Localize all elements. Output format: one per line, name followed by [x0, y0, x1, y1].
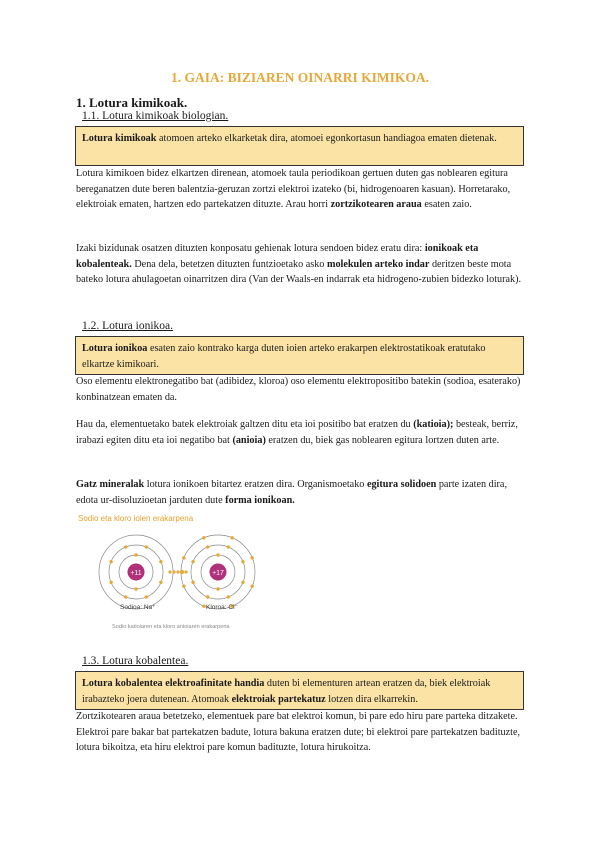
paragraph-lotura-motak	[76, 241, 526, 288]
bold-term: egitura solidoen	[366, 479, 437, 490]
electron	[159, 581, 162, 584]
paragraph-text: deritzen beste mota bateko lotura ahulagoetan oinarritzen dira (Van der Waals-en indarrak eta hidrogeno-zubien bidezko loturak).	[76, 258, 522, 286]
paragraph-text: eratzen du, biek gas noblearen egitura lortzen duten arte.	[265, 434, 500, 446]
electron	[109, 581, 112, 584]
bold-term: Gatz mineralak	[76, 479, 145, 490]
subheading-lotura-ionikoa: 1.2. Lotura ionikoa.	[82, 320, 174, 332]
sodium-atom	[99, 535, 173, 609]
paragraph-text: Lotura kimikoen bidez elkartzen direnean, atomoek taula periodikoan gertuen duten gas noblearen egitura bereganatzen dute beren balentzia-geruzan zortzi elektroi izateko (bi, hidrogenoaren kasuan). Horretarako, elektroiak ematen, hartzen edo partekatzen dituzte. Arau horri	[76, 168, 511, 211]
electron	[145, 545, 148, 548]
electron	[227, 545, 230, 548]
paragraph-text: esaten zaio.	[421, 199, 472, 211]
electron	[241, 560, 244, 563]
definition-text: atomoen arteko elkarketak dira, atomoei egonkortasun handiagoa ematen dietenak.	[156, 133, 497, 144]
electron	[145, 595, 148, 598]
electron	[241, 581, 244, 584]
electron	[191, 581, 194, 584]
bold-term: (katioia);	[413, 419, 454, 430]
electron	[134, 553, 137, 556]
figure-title: Sodio eta kloro ioien erakarpena	[78, 514, 194, 523]
paragraph-text: lotura ionikoen bitartez eratzen dira. Organismoetako	[144, 479, 367, 490]
definition-box-lotura-kimikoak	[75, 126, 524, 166]
electron	[134, 587, 137, 590]
electron-transfer	[168, 570, 187, 574]
paragraph-gatz-mineralak	[76, 477, 526, 508]
paragraph-zortzikotea	[76, 166, 526, 213]
paragraph-elektronegatiboa: Oso elementu elektronegatibo bat (adibidez, kloroa) oso elementu elektropositibo batekin (sodioa, esaterako) konbinatzean ematen da.	[76, 376, 521, 403]
electron	[206, 545, 209, 548]
electron	[216, 587, 219, 590]
bold-term: zortzikotearen araua	[330, 199, 422, 211]
electron	[182, 584, 185, 587]
chlorine-label: Kloroa: Cl⁻	[206, 604, 238, 611]
bold-term: forma ionikoan.	[225, 494, 295, 506]
paragraph-text: Hau da, elementuetako batek elektroiak galtzen ditu eta ioi positibo bat eratzen du	[76, 419, 414, 430]
electron	[191, 560, 194, 563]
electron	[159, 560, 162, 563]
paragraph-katioia-anioia	[76, 417, 526, 448]
transfer-dot	[172, 570, 175, 573]
electron	[202, 536, 205, 539]
page-title: 1. GAIA: BIZIAREN OINARRI KIMIKOA.	[170, 70, 430, 85]
definition-text: lotzen dira elkarrekin.	[325, 693, 418, 705]
definition-box-lotura-ionikoa	[75, 336, 524, 375]
bold-term: ionikoak eta kobalenteak.	[76, 243, 479, 270]
electron	[250, 556, 253, 559]
definition-term: Lotura kobalentea elektroafinitate handia	[82, 678, 265, 689]
bold-term: molekulen arteko indar	[326, 258, 430, 270]
subheading-biologian: 1.1. Lotura kimikoak biologian.	[82, 110, 229, 122]
subheading-lotura-kobalentea: 1.3. Lotura kobalentea.	[82, 655, 189, 667]
atom-diagram	[78, 526, 278, 636]
electron	[206, 595, 209, 598]
paragraph-lotura-bakuna-bikoitza: Zortzikotearen araua betetzeko, elementuek pare bat elektroi komun, bi pare edo hiru pare parteka ditzakete. Elektroi pare bakar bat partekatzen badute, lotura bakuna eratzen dute; bi elektroi pare partekatzen badituzte, lotura bikoitza, eta hiru elektroi pare komun badituzte, lotura hirukoitza.	[76, 711, 521, 754]
bold-term: elektroiak partekatuz	[231, 693, 326, 705]
sodium-label: Sodioa: Na⁺	[120, 604, 156, 611]
definition-term: Lotura ionikoa	[82, 343, 148, 354]
electron	[182, 556, 185, 559]
bold-term: (anioia)	[232, 434, 266, 446]
definition-text: esaten zaio kontrako karga duten ioien arteko erakarpen elektrostatikoak eratutako elkartze kimikoari.	[82, 343, 486, 370]
electron	[124, 545, 127, 548]
transfer-dot	[176, 570, 179, 573]
paragraph-text: Izaki bizidunak osatzen dituzten konposatu gehienak lotura sendoen bidez eratu dira:	[76, 243, 425, 254]
transfer-dot	[184, 570, 187, 573]
sodium-core-label: +11	[130, 570, 142, 577]
paragraph-text: parte izaten dira, edota ur-disoluzioetan jarduten dute	[76, 479, 507, 506]
section-heading-lotura-kimikoak: 1. Lotura kimikoak.	[76, 95, 188, 110]
electron	[109, 560, 112, 563]
electron	[227, 595, 230, 598]
chlorine-atom	[181, 535, 255, 609]
figure-caption: Sodio katioiaren eta kloro anioiaren erakarpena	[112, 624, 230, 630]
transfer-dot	[168, 570, 171, 573]
definition-term: Lotura kimikoak	[82, 133, 157, 144]
electron	[250, 584, 253, 587]
electron	[124, 595, 127, 598]
transferred-electron	[180, 570, 184, 574]
paragraph-text: besteak, berriz, irabazi egiten ditu eta ioi negatibo bat	[76, 419, 518, 446]
electron	[230, 536, 233, 539]
definition-text: duten bi elementuren artean eratzen da, biek elektroiak irabazteko joera dutenean. Atomoak	[82, 678, 491, 705]
paragraph-text: Dena dela, betetzen dituzten funtzioetako asko	[131, 258, 327, 270]
chlorine-core-label: +17	[212, 570, 224, 577]
definition-box-lotura-kobalentea	[75, 671, 524, 710]
electron	[216, 553, 219, 556]
